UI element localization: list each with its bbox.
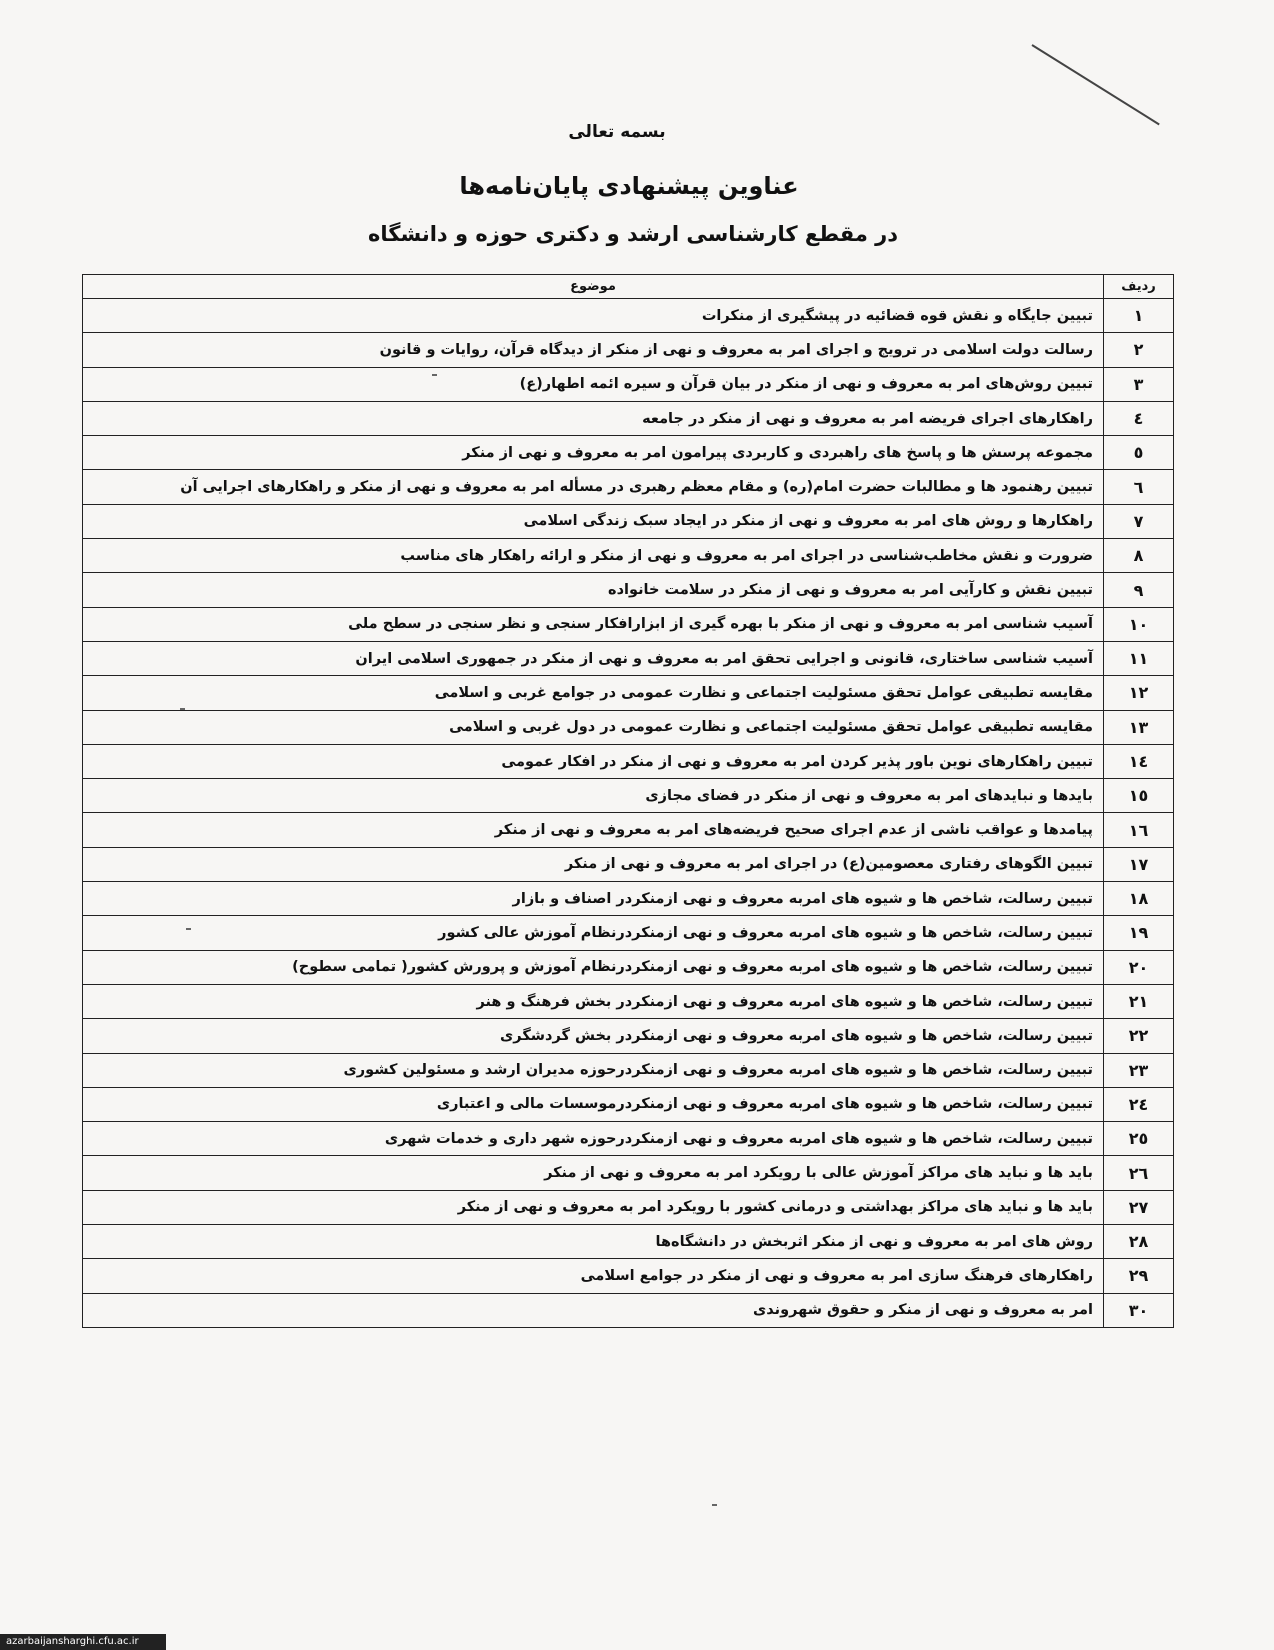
row-number: ۱۲ — [1104, 676, 1174, 710]
row-topic: مجموعه پرسش ها و پاسخ های راهبردی و کاربردی پیرامون امر به معروف و نهی از منکر — [83, 436, 1104, 470]
row-topic: مقایسه تطبیقی عوامل تحقق مسئولیت اجتماعی و نظارت عمومی در دول غربی و اسلامی — [83, 710, 1104, 744]
row-topic: باید ها و نباید های مراکز آموزش عالی با رویکرد امر به معروف و نهی از منکر — [83, 1156, 1104, 1190]
table-row — [83, 1053, 1174, 1087]
row-number: ۱۸ — [1104, 882, 1174, 916]
header-topic: موضوع — [83, 275, 1104, 299]
row-number: ۲۳ — [1104, 1053, 1174, 1087]
row-topic: تبیین الگوهای رفتاری معصومین(ع) در اجرای امر به معروف و نهی از منکر — [83, 847, 1104, 881]
row-number: ۱۰ — [1104, 607, 1174, 641]
table-row — [83, 470, 1174, 504]
table-row — [83, 1293, 1174, 1327]
table-row — [83, 1259, 1174, 1293]
row-number: ٢٦ — [1104, 1156, 1174, 1190]
row-topic: باید ها و نباید های مراکز بهداشتی و درمانی کشور با رویکرد امر به معروف و نهی از منکر — [83, 1190, 1104, 1224]
row-topic: روش های امر به معروف و نهی از منکر اثربخش در دانشگاه‌ها — [83, 1225, 1104, 1259]
row-number: ١٥ — [1104, 779, 1174, 813]
invocation-heading: بسمه تعالی — [568, 122, 666, 142]
row-number: ۱۳ — [1104, 710, 1174, 744]
table-row — [83, 333, 1174, 367]
page-subtitle: در مقطع کارشناسی ارشد و دکتری حوزه و دانشگاه — [367, 222, 899, 246]
row-topic: تبیین رسالت، شاخص ها و شیوه های امربه معروف و نهی ازمنکردر اصناف و بازار — [83, 882, 1104, 916]
row-number: ۱۱ — [1104, 641, 1174, 675]
row-number: ٥ — [1104, 436, 1174, 470]
row-number: ۱ — [1104, 299, 1174, 333]
row-number: ۸ — [1104, 539, 1174, 573]
row-topic: تبیین رسالت، شاخص ها و شیوه های امربه معروف و نهی ازمنکردرنظام آموزش عالی کشور — [83, 916, 1104, 950]
table-row — [83, 813, 1174, 847]
row-number: ۲۸ — [1104, 1225, 1174, 1259]
table-row — [83, 607, 1174, 641]
row-topic: تبیین نقش و کارآیی امر به معروف و نهی از منکر در سلامت خانواده — [83, 573, 1104, 607]
row-topic: رسالت دولت اسلامی در ترویج و اجرای امر به معروف و نهی از منکر از دیدگاه قرآن، روایات و قانون — [83, 333, 1104, 367]
row-topic: راهکارها و روش های امر به معروف و نهی از منکر در ایجاد سبک زندگی اسلامی — [83, 504, 1104, 538]
table-row — [83, 367, 1174, 401]
row-number: ۲ — [1104, 333, 1174, 367]
row-topic: تبیین جایگاه و نقش قوه قضائیه در پیشگیری از منکرات — [83, 299, 1104, 333]
row-topic: آسیب شناسی ساختاری، قانونی و اجرایی تحقق امر به معروف و نهی از منکر در جمهوری اسلامی ایران — [83, 641, 1104, 675]
row-topic: تبیین رسالت، شاخص ها و شیوه های امربه معروف و نهی ازمنکردرحوزه مدیران ارشد و مسئولین کشوری — [83, 1053, 1104, 1087]
table-row — [83, 1087, 1174, 1121]
page-title: عناوین پیشنهادی پایان‌نامه‌ها — [459, 172, 799, 200]
row-number: ۲۱ — [1104, 984, 1174, 1018]
table-row — [83, 1019, 1174, 1053]
row-topic: بایدها و نبایدهای امر به معروف و نهی از منکر در فضای مجازی — [83, 779, 1104, 813]
row-topic: تبیین رسالت، شاخص ها و شیوه های امربه معروف و نهی ازمنکردرموسسات مالی و اعتباری — [83, 1087, 1104, 1121]
row-topic: تبیین رسالت، شاخص ها و شیوه های امربه معروف و نهی ازمنکردرحوزه شهر داری و خدمات شهری — [83, 1122, 1104, 1156]
scan-speck — [712, 1504, 717, 1506]
table-row — [83, 676, 1174, 710]
table-row — [83, 539, 1174, 573]
table-row — [83, 1225, 1174, 1259]
row-number: ١٤ — [1104, 744, 1174, 778]
table-row — [83, 744, 1174, 778]
row-topic: راهکارهای اجرای فریضه امر به معروف و نهی از منکر در جامعه — [83, 401, 1104, 435]
scan-speck — [180, 708, 185, 710]
row-topic: تبیین رسالت، شاخص ها و شیوه های امربه معروف و نهی ازمنکردرنظام آموزش و پرورش کشور( تمامی سطوح) — [83, 950, 1104, 984]
row-number: ۱۹ — [1104, 916, 1174, 950]
row-number: ۳۰ — [1104, 1293, 1174, 1327]
header-row-number: ردیف — [1104, 275, 1174, 299]
row-number: ۲۷ — [1104, 1190, 1174, 1224]
row-number: ٢٤ — [1104, 1087, 1174, 1121]
folded-corner-mark — [1031, 44, 1159, 125]
table-row — [83, 1190, 1174, 1224]
row-number: ٤ — [1104, 401, 1174, 435]
row-number: ١٦ — [1104, 813, 1174, 847]
row-topic: امر به معروف و نهی از منکر و حقوق شهروندی — [83, 1293, 1104, 1327]
scan-speck — [432, 374, 437, 376]
row-topic: آسیب شناسی امر به معروف و نهی از منکر با بهره گیری از ابزارافکار سنجی و نظر سنجی در سطح ملی — [83, 607, 1104, 641]
row-number: ۹ — [1104, 573, 1174, 607]
site-watermark: azarbaijansharghi.cfu.ac.ir — [0, 1634, 166, 1650]
row-number: ۳ — [1104, 367, 1174, 401]
table-row — [83, 299, 1174, 333]
table-row — [83, 436, 1174, 470]
table-row — [83, 641, 1174, 675]
row-topic: تبیین رسالت، شاخص ها و شیوه های امربه معروف و نهی ازمنکردر بخش گردشگری — [83, 1019, 1104, 1053]
table-row — [83, 1156, 1174, 1190]
row-number: ۲۹ — [1104, 1259, 1174, 1293]
row-number: ٢٥ — [1104, 1122, 1174, 1156]
row-number: ۲۲ — [1104, 1019, 1174, 1053]
table-row — [83, 984, 1174, 1018]
table-row — [83, 779, 1174, 813]
row-topic: تبیین روش‌های امر به معروف و نهی از منکر در بیان قرآن و سیره ائمه اطهار(ع) — [83, 367, 1104, 401]
row-topic: راهکارهای فرهنگ سازی امر به معروف و نهی از منکر در جوامع اسلامی — [83, 1259, 1104, 1293]
row-topic: ضرورت و نقش مخاطب‌شناسی در اجرای امر به معروف و نهی از منکر و ارائه راهکار های مناسب — [83, 539, 1104, 573]
table-row — [83, 710, 1174, 744]
scan-speck — [186, 928, 191, 930]
table-row — [83, 882, 1174, 916]
table-row — [83, 401, 1174, 435]
table-header-row — [83, 275, 1174, 299]
row-number: ٦ — [1104, 470, 1174, 504]
table-row — [83, 847, 1174, 881]
table-row — [83, 916, 1174, 950]
row-number: ۱۷ — [1104, 847, 1174, 881]
row-number: ۲۰ — [1104, 950, 1174, 984]
row-topic: تبیین راهکارهای نوین باور پذیر کردن امر به معروف و نهی از منکر در افکار عمومی — [83, 744, 1104, 778]
row-topic: تبیین رهنمود ها و مطالبات حضرت امام(ره) و مقام معظم رهبری در مسأله امر به معروف و نهی از منکر و راهکارهای اجرایی آن — [83, 470, 1104, 504]
row-topic: مقایسه تطبیقی عوامل تحقق مسئولیت اجتماعی و نظارت عمومی در جوامع غربی و اسلامی — [83, 676, 1104, 710]
table-row — [83, 504, 1174, 538]
table-row — [83, 573, 1174, 607]
table-row — [83, 1122, 1174, 1156]
row-topic: پیامدها و عواقب ناشی از عدم اجرای صحیح فریضه‌های امر به معروف و نهی از منکر — [83, 813, 1104, 847]
table-row — [83, 950, 1174, 984]
row-number: ۷ — [1104, 504, 1174, 538]
row-topic: تبیین رسالت، شاخص ها و شیوه های امربه معروف و نهی ازمنکردر بخش فرهنگ و هنر — [83, 984, 1104, 1018]
topics-table — [82, 274, 1174, 1328]
